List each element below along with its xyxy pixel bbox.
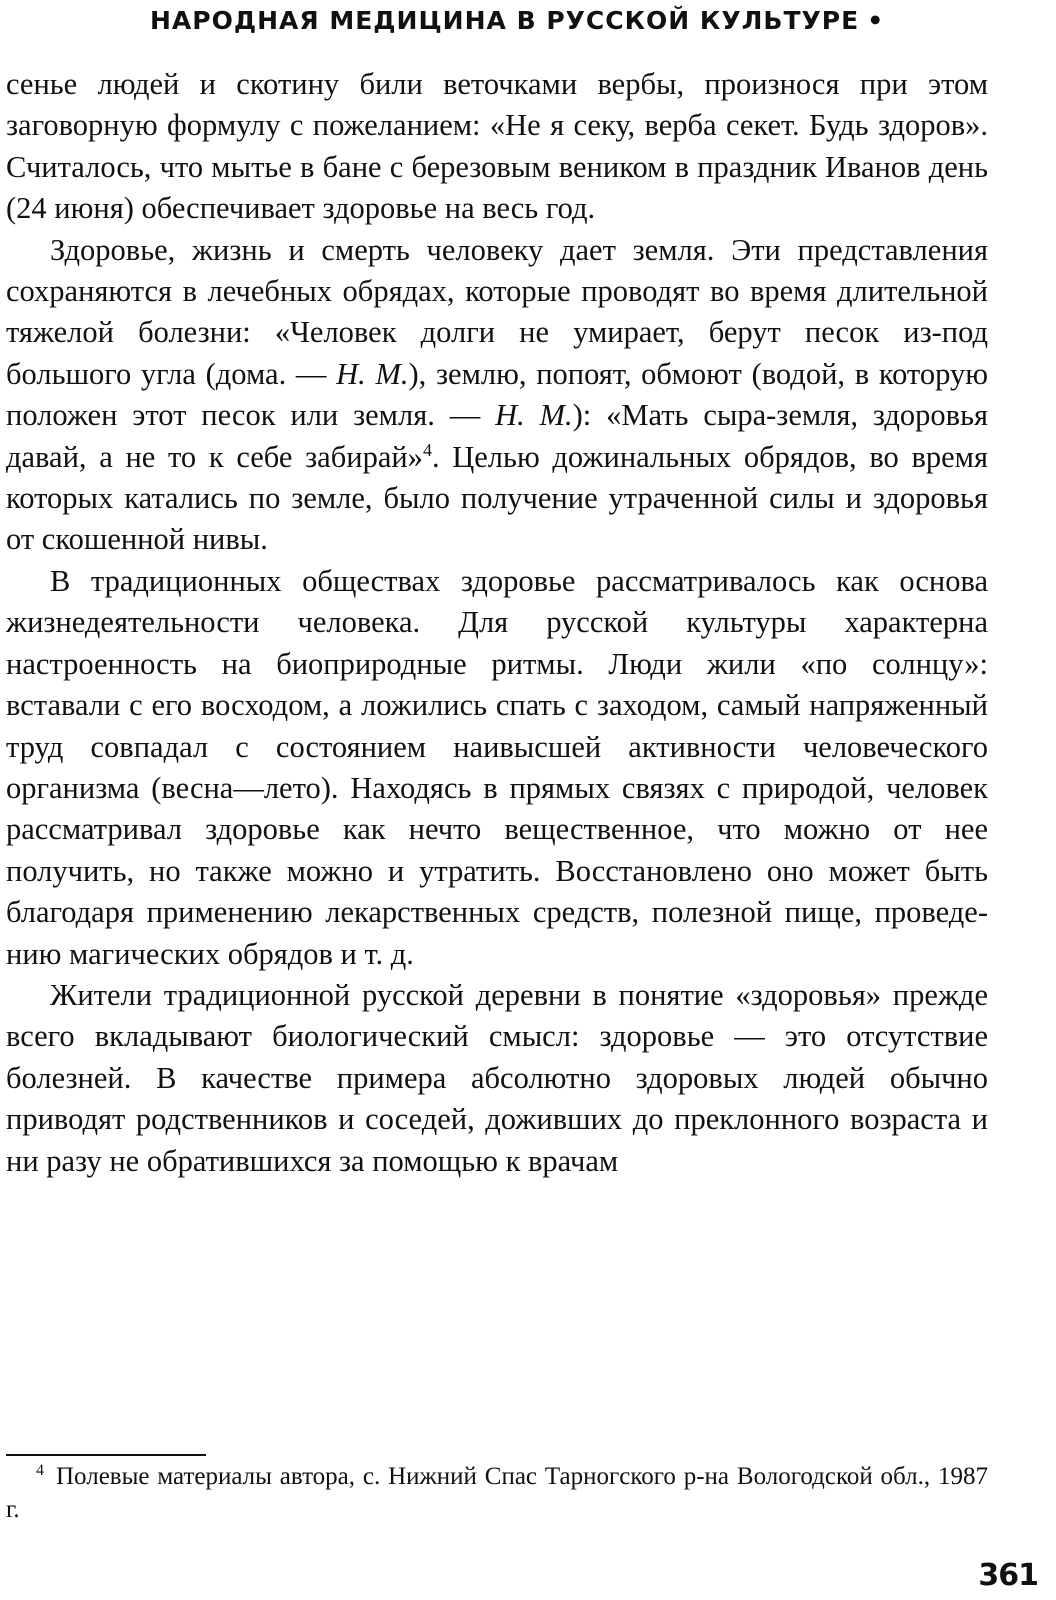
footnote (6, 1460, 988, 1526)
paragraph-text: В традиционных обществах здоровье рассматривалось как основа жизнедеятельности человека. Для русской культуры характерна настроенность на биоприродные ритмы. Люди жили «по солнцу»: вставали с его восходом, а ложились спать с заходом, самый напряженный труд совпадал с состоянием наивысшей активности человеческого организма (весна—лето). Находясь в прямых связях с природой, человек рассматривал здоровье как нечто вещественное, что можно от нее получить, но также можно и утратить. Восстановлено оно может быть благодаря применению лекарственных средств, полезной пище, проведению магических обрядов и т. д. (6, 563, 988, 971)
paragraph (6, 230, 988, 561)
paragraph-text: сенье людей и скотину били веточками вербы, произнося при этом заговорную формулу с пожеланием: «Не я секу, верба секет. Будь здоров». Считалось, что мытье в бане с березовым веником в праздник Иванов день (24 июня) обеспечивает здоровье на весь год. (6, 67, 988, 226)
footnote-text: Полевые материалы автора, с. Нижний Спас Тарногского р-на Вологодской обл., 1987 г. (6, 1463, 988, 1523)
footnote-number: 4 (36, 1461, 44, 1479)
paragraph (6, 561, 988, 975)
footnote-divider (6, 1454, 206, 1456)
paragraph (6, 975, 988, 1182)
footnote-reference[interactable]: 4 (422, 439, 432, 460)
paragraph-continued (6, 64, 988, 230)
paragraph-text: ): «Мать сыра-земля, здоровья давай, а не то к себе забирай» (6, 398, 989, 474)
header-bullet: • (867, 6, 885, 35)
main-text (6, 64, 988, 1182)
author-initials: Н. М. (495, 398, 573, 433)
paragraph-text: . Целью дожинальных обрядов, во время которых катались по земле, было получение утраченной силы и здоровья от скошенной нивы. (6, 439, 988, 557)
running-header (150, 6, 1030, 35)
paragraph-text: Здоровье, жизнь и смерть человеку дает земля. Эти представления сохраняются в лечебных обрядах, которые проводят во время длительной тяжелой болезни: «Человек долги не умирает, берут песок из-под большого угла (дома. — (6, 232, 988, 391)
paragraph-text: ), землю, попоят, обмоют (водой, в которую положен этот песок или земля. — (6, 356, 988, 433)
page-number: 361 (978, 1558, 1038, 1593)
running-title: НАРОДНАЯ МЕДИЦИНА В РУССКОЙ КУЛЬТУРЕ (150, 6, 860, 35)
paragraph-text: Жители традиционной русской деревни в понятие «здоровья» прежде всего вкладывают биологический смысл: здоровье — это отсутствие болезней. В качестве примера абсолютно здоровых людей обычно приводят родственников и соседей, доживших до преклонного возраста и ни разу не обратившихся за помощью к врачам (6, 977, 988, 1178)
author-initials: Н. М. (336, 356, 409, 391)
